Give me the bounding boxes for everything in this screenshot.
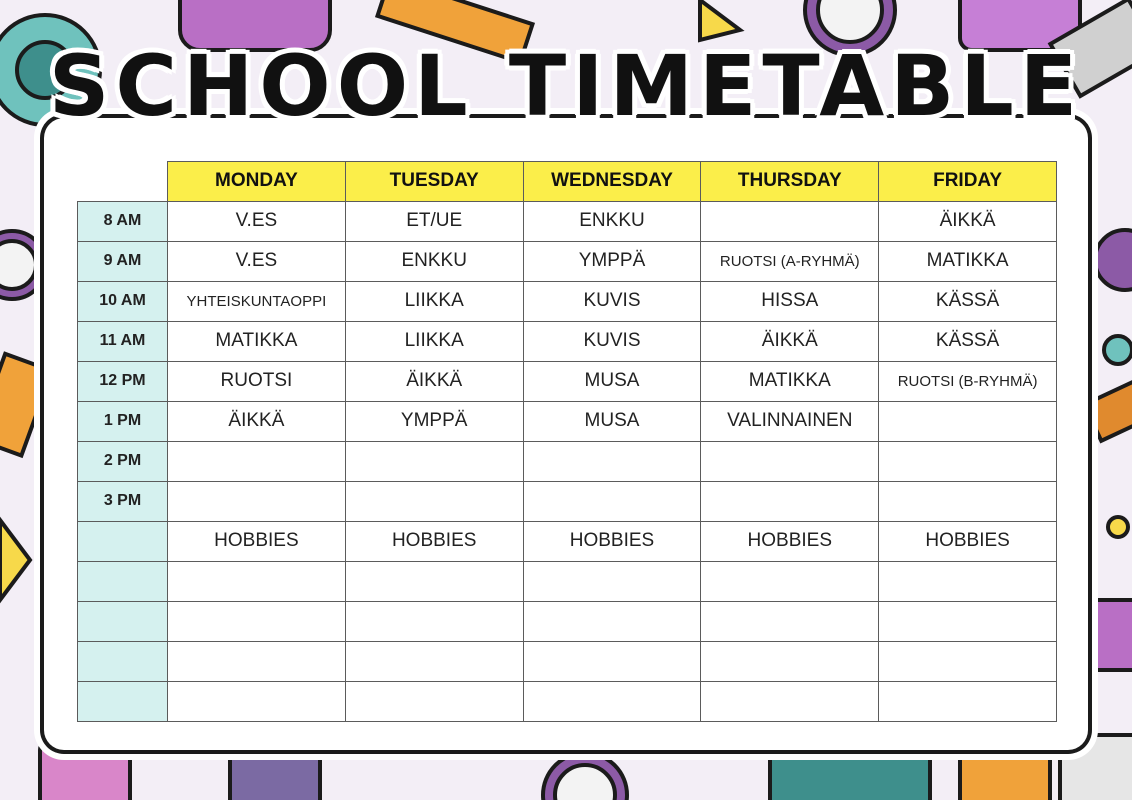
time-slot-label: 11 AM [78,321,168,361]
lesson-cell-friday: RUOTSI (B-RYHMÄ) [879,361,1057,401]
table-row [78,561,1057,601]
day-header-tuesday: TUESDAY [345,162,523,202]
day-header-thursday: THURSDAY [701,162,879,202]
lesson-cell-tuesday: LIIKKA [345,321,523,361]
page-title: SCHOOL TIMETABLE [48,37,1084,135]
lesson-cell-monday: YHTEISKUNTAOPPI [168,281,346,321]
time-slot-label [78,641,168,681]
lesson-cell-thursday: VALINNAINEN [701,401,879,441]
lesson-cell-wednesday [523,641,701,681]
lesson-cell-friday [879,681,1057,721]
lesson-cell-wednesday: KUVIS [523,321,701,361]
lesson-cell-thursday: RUOTSI (A-RYHMÄ) [701,241,879,281]
lesson-cell-monday [168,681,346,721]
lesson-cell-thursday [701,201,879,241]
lesson-cell-thursday: MATIKKA [701,361,879,401]
lesson-cell-wednesday: YMPPÄ [523,241,701,281]
lesson-cell-tuesday: ET/UE [345,201,523,241]
lesson-cell-friday: HOBBIES [879,521,1057,561]
time-slot-label [78,681,168,721]
lesson-cell-wednesday [523,561,701,601]
time-slot-label [78,561,168,601]
lesson-cell-thursday [701,641,879,681]
lesson-cell-tuesday [345,601,523,641]
time-slot-label: 1 PM [78,401,168,441]
lesson-cell-tuesday: ÄIKKÄ [345,361,523,401]
table-row [78,521,1057,561]
lesson-cell-wednesday: ENKKU [523,201,701,241]
lesson-cell-monday: HOBBIES [168,521,346,561]
lesson-cell-tuesday: YMPPÄ [345,401,523,441]
lesson-cell-monday [168,601,346,641]
lesson-cell-wednesday: MUSA [523,361,701,401]
table-row [78,321,1057,361]
lesson-cell-thursday [701,561,879,601]
lesson-cell-wednesday: HOBBIES [523,521,701,561]
header-row [78,162,1057,202]
lesson-cell-tuesday [345,481,523,521]
corner-cell [78,162,168,202]
lesson-cell-wednesday [523,441,701,481]
lesson-cell-tuesday [345,441,523,481]
lesson-cell-tuesday: LIIKKA [345,281,523,321]
lesson-cell-wednesday: MUSA [523,401,701,441]
timetable [77,161,1057,722]
lesson-cell-monday [168,441,346,481]
lesson-cell-monday: V.ES [168,201,346,241]
table-row [78,401,1057,441]
lesson-cell-friday [879,641,1057,681]
lesson-cell-friday [879,441,1057,481]
lesson-cell-friday [879,481,1057,521]
lesson-cell-monday [168,481,346,521]
time-slot-label: 3 PM [78,481,168,521]
lesson-cell-monday [168,561,346,601]
time-slot-label: 2 PM [78,441,168,481]
table-row [78,361,1057,401]
lesson-cell-thursday [701,441,879,481]
lesson-cell-monday: ÄIKKÄ [168,401,346,441]
time-slot-label: 8 AM [78,201,168,241]
day-header-wednesday: WEDNESDAY [523,162,701,202]
lesson-cell-thursday: ÄIKKÄ [701,321,879,361]
day-header-friday: FRIDAY [879,162,1057,202]
time-slot-label [78,521,168,561]
lesson-cell-thursday [701,601,879,641]
lesson-cell-thursday: HOBBIES [701,521,879,561]
lesson-cell-wednesday [523,601,701,641]
day-header-monday: MONDAY [168,162,346,202]
title-area [0,38,1132,134]
time-slot-label: 10 AM [78,281,168,321]
lesson-cell-friday: KÄSSÄ [879,281,1057,321]
lesson-cell-wednesday [523,681,701,721]
lesson-cell-thursday [701,481,879,521]
lesson-cell-monday: V.ES [168,241,346,281]
table-row [78,241,1057,281]
lesson-cell-friday [879,401,1057,441]
lesson-cell-tuesday: HOBBIES [345,521,523,561]
lesson-cell-monday: MATIKKA [168,321,346,361]
lesson-cell-monday: RUOTSI [168,361,346,401]
table-row [78,481,1057,521]
time-slot-label: 12 PM [78,361,168,401]
table-row [78,601,1057,641]
time-slot-label: 9 AM [78,241,168,281]
table-row [78,201,1057,241]
table-row [78,441,1057,481]
lesson-cell-thursday: HISSA [701,281,879,321]
table-row [78,281,1057,321]
time-slot-label [78,601,168,641]
lesson-cell-friday [879,601,1057,641]
lesson-cell-wednesday: KUVIS [523,281,701,321]
lesson-cell-tuesday [345,561,523,601]
lesson-cell-friday: KÄSSÄ [879,321,1057,361]
lesson-cell-tuesday [345,681,523,721]
lesson-cell-tuesday [345,641,523,681]
lesson-cell-tuesday: ENKKU [345,241,523,281]
table-row [78,681,1057,721]
lesson-cell-monday [168,641,346,681]
lesson-cell-friday: MATIKKA [879,241,1057,281]
lesson-cell-friday: ÄIKKÄ [879,201,1057,241]
lesson-cell-thursday [701,681,879,721]
lesson-cell-wednesday [523,481,701,521]
lesson-cell-friday [879,561,1057,601]
table-row [78,641,1057,681]
